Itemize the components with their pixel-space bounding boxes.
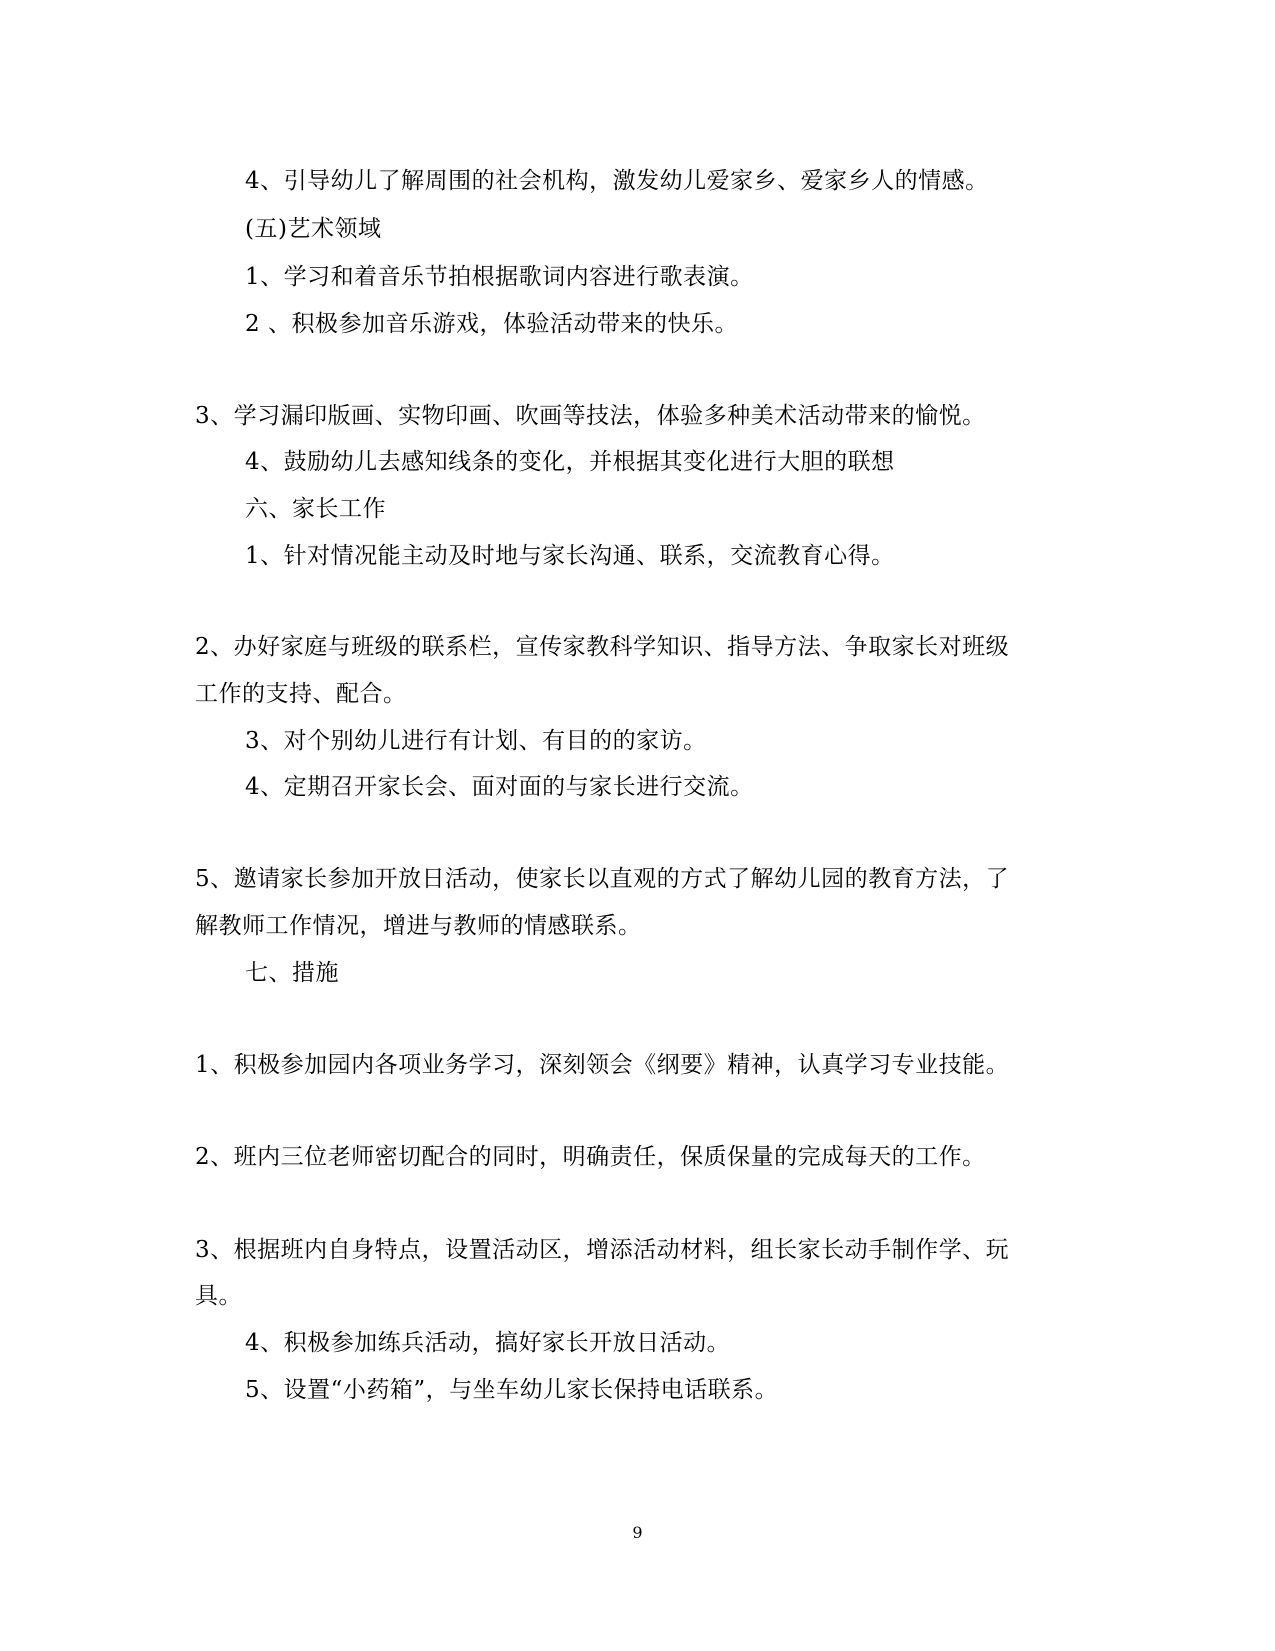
text-line: 4、定期召开家长会、面对面的与家长进行交流。: [245, 774, 754, 800]
text-line: 1、学习和着音乐节拍根据歌词内容进行歌表演。: [245, 264, 754, 290]
text-line: 解教师工作情况，增进与教师的情感联系。: [195, 913, 642, 939]
text-line: 2 、积极参加音乐游戏，体验活动带来的快乐。: [245, 311, 738, 337]
text-line: 2、办好家庭与班级的联系栏，宣传家教科学知识、指导方法、争取家长对班级: [195, 634, 1010, 660]
text-line: 3、根据班内自身特点，设置活动区，增添活动材料，组长家长动手制作学、玩: [195, 1237, 1010, 1263]
text-line: 4、积极参加练兵活动，搞好家长开放日活动。: [245, 1330, 731, 1356]
section-heading: (五)艺术领域: [245, 216, 382, 242]
section-heading: 七、措施: [245, 960, 339, 986]
text-line: 4、引导幼儿了解周围的社会机构，激发幼儿爱家乡、爱家乡人的情感。: [245, 168, 989, 194]
text-line: 3、对个别幼儿进行有计划、有目的的家访。: [245, 728, 707, 754]
text-line: 1、积极参加园内各项业务学习，深刻领会《纲要》精神，认真学习专业技能。: [195, 1052, 1010, 1078]
section-heading: 六、家长工作: [245, 496, 386, 522]
text-line: 2、班内三位老师密切配合的同时，明确责任，保质保量的完成每天的工作。: [195, 1144, 986, 1170]
text-line: 4、鼓励幼儿去感知线条的变化，并根据其变化进行大胆的联想: [245, 449, 895, 475]
text-line: 3、学习漏印版画、实物印画、吹画等技法，体验多种美术活动带来的愉悦。: [195, 403, 986, 429]
text-line: 具。: [195, 1283, 242, 1309]
text-line: 5、邀请家长参加开放日活动，使家长以直观的方式了解幼儿园的教育方法，了: [195, 866, 1010, 892]
text-line: 工作的支持、配合。: [195, 681, 407, 707]
page-number: 9: [632, 1523, 643, 1542]
text-line: 5、设置“小药箱”，与坐车幼儿家长保持电话联系。: [245, 1377, 779, 1403]
text-line: 1、针对情况能主动及时地与家长沟通、联系，交流教育心得。: [245, 543, 895, 569]
